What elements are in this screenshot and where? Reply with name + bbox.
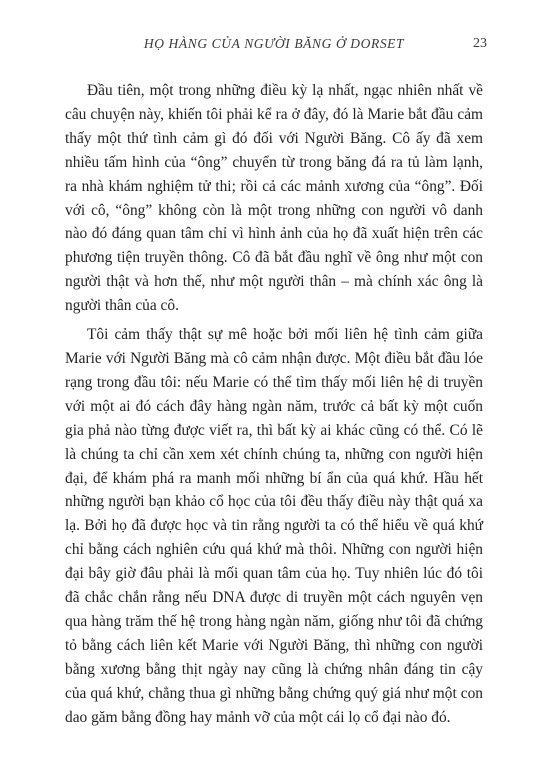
body-text [65,79,483,734]
chapter-title-header: HỌ HÀNG CỦA NGƯỜI BĂNG Ở DORSET [143,36,405,51]
paragraph-2: Tôi cảm thấy thật sự mê hoặc bởi mối liên hệ tình cảm giữa Marie với Người Băng mà cô cảm nhận được. Một điều bắt đầu lóe rạng trong đầu tôi: nếu Marie có thể tìm thấy mối liên hệ di truyền với một ai đó cách đây hàng ngàn năm, trước cả bất kỳ một cuốn gia phả nào từng được viết ra, thì bất kỳ ai khác cũng có thể. Có lẽ là chúng ta chỉ cần xem xét chính chúng ta, những con người hiện đại, để khám phá ra manh mối những bí ẩn của quá khứ. Hầu hết những người bạn khảo cổ học của tôi đều thấy điều này thật quá xa lạ. Bởi họ đã được học và tin rằng người ta có thể hiểu về quá khứ chỉ bằng cách nghiên cứu quá khứ mà thôi. Những con người hiện đại bây giờ đâu phải là mối quan tâm của họ. Tuy nhiên lúc đó tôi đã chắc chắn rằng nếu DNA được di truyền một cách nguyên vẹn qua hàng trăm thế hệ trong hàng ngàn năm, giống như tôi đã chứng tỏ bằng cách liên kết Marie với Người Băng, thì những con người bằng xương bằng thịt ngày nay cũng là chứng nhân đáng tin cậy của quá khứ, chẳng thua gì những bằng chứng quý giá như một con dao găm bằng đồng hay mảnh vỡ của một cái lọ cổ đại nào đó. [65,326,483,726]
running-header [0,36,548,58]
page-number: 23 [473,36,487,51]
paragraph-1: Đầu tiên, một trong những điều kỳ lạ nhất, ngạc nhiên nhất về câu chuyện này, khiến tôi phải kể ra ở đây, đó là Marie bắt đầu cảm thấy một thứ tình cảm gì đó đối với Người Băng. Cô ấy đã xem nhiều tấm hình của “ông” chuyển từ trong băng đá ra tủ làm lạnh, ra nhà khám nghiệm tử thi; rồi cả các mảnh xương của “ông”. Đối với cô, “ông” không còn là một trong những con người vô danh nào đó đáng quan tâm chỉ vì hình ảnh của họ đã xuất hiện trên các phương tiện truyền thông. Cô đã bắt đầu nghĩ về ông như một con người thật và hơn thế, như một người thân – mà chính xác ông là người thân của cô. [65,82,483,315]
